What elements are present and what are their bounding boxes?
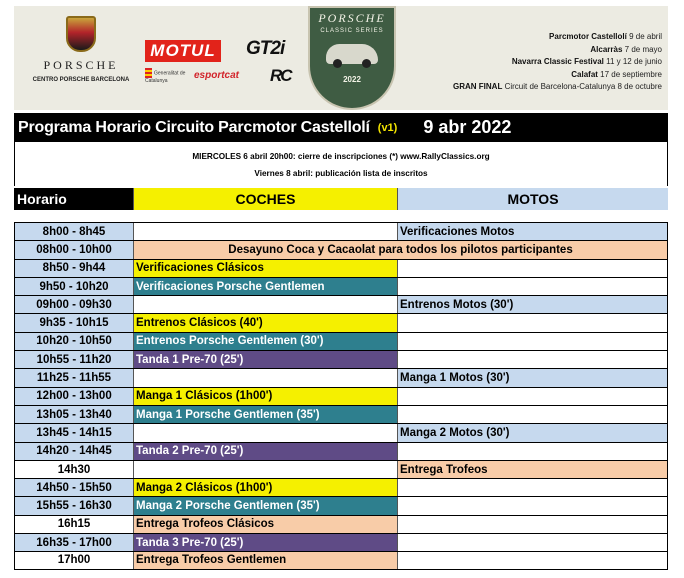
schedule-row (14, 478, 668, 496)
schedule-coches-activity: Entrega Trofeos Clásicos (134, 516, 398, 533)
schedule-time: 10h55 - 11h20 (14, 351, 134, 368)
motul-logo: MOTUL (145, 40, 221, 62)
schedule-motos-activity (398, 388, 668, 405)
porsche-logo (26, 16, 136, 101)
schedule-row (14, 423, 668, 441)
schedule-time: 15h55 - 16h30 (14, 497, 134, 514)
schedule-time: 13h05 - 13h40 (14, 406, 134, 423)
schedule-table (14, 222, 668, 570)
schedule-motos-activity (398, 314, 668, 331)
schedule-coches-activity (134, 369, 398, 386)
schedule-row (14, 295, 668, 313)
event-item (392, 81, 662, 94)
event-name: Parcmotor Castellolí (549, 32, 627, 41)
schedule-motos-activity: Manga 1 Motos (30') (398, 369, 668, 386)
schedule-coches-activity: Tanda 3 Pre-70 (25') (134, 534, 398, 551)
schedule-time: 17h00 (14, 552, 134, 568)
esportcat-logo: esportcat (194, 70, 240, 81)
schedule-coches-activity: Manga 2 Clásicos (1h00') (134, 479, 398, 496)
schedule-time: 11h25 - 11h55 (14, 369, 134, 386)
event-item (392, 69, 662, 82)
schedule-motos-activity: Verificaciones Motos (398, 223, 668, 240)
schedule-row (14, 405, 668, 423)
schedule-motos-activity (398, 534, 668, 551)
event-date-label: 9 de abril (626, 32, 662, 41)
schedule-coches-activity (134, 461, 398, 478)
schedule-coches-activity: Tanda 2 Pre-70 (25') (134, 443, 398, 460)
generalitat-logo (145, 68, 189, 84)
schedule-time: 14h20 - 14h45 (14, 443, 134, 460)
page-title-bar (14, 113, 668, 142)
schedule-time: 09h00 - 09h30 (14, 296, 134, 313)
schedule-row (14, 551, 668, 569)
schedule-coches-activity: Verificaciones Porsche Gentlemen (134, 278, 398, 295)
schedule-row (14, 368, 668, 386)
event-calendar (392, 31, 662, 94)
event-name: GRAN FINAL (453, 82, 503, 91)
registration-deadline: MIERCOLES 6 abril 20h00: cierre de inscripciones (*) www.RallyClassics.org (192, 152, 490, 161)
page-title: Programa Horario Circuito Parcmotor Castellolí (18, 118, 370, 136)
schedule-time: 08h00 - 10h00 (14, 241, 134, 258)
schedule-time: 10h20 - 10h50 (14, 333, 134, 350)
schedule-time: 13h45 - 14h15 (14, 424, 134, 441)
event-date-label: 17 de septiembre (597, 69, 662, 79)
gt2i-logo: GT2i (246, 38, 285, 59)
generalitat-label: Generalitat de Catalunya (145, 70, 186, 84)
schedule-coches-activity (134, 296, 398, 313)
rc-logo: RC (270, 66, 291, 85)
schedule-row (14, 277, 668, 295)
schedule-row (14, 350, 668, 368)
schedule-motos-activity (398, 516, 668, 533)
schedule-motos-activity (398, 497, 668, 514)
version-badge: (v1) (377, 121, 398, 134)
badge-year: 2022 (343, 75, 361, 84)
schedule-row (14, 533, 668, 551)
schedule-time: 9h50 - 10h20 (14, 278, 134, 295)
schedule-coches-activity: Verificaciones Clásicos (134, 260, 398, 277)
schedule-motos-activity (398, 443, 668, 460)
event-date-label: Circuit de Barcelona-Catalunya 8 de octubre (502, 82, 662, 91)
event-item (392, 44, 662, 57)
schedule-time: 16h35 - 17h00 (14, 534, 134, 551)
schedule-row (14, 222, 668, 240)
schedule-coches-activity: Manga 2 Porsche Gentlemen (35') (134, 497, 398, 514)
schedule-time: 9h35 - 10h15 (14, 314, 134, 331)
event-name: Calafat (571, 69, 598, 79)
schedule-header (14, 188, 668, 210)
classic-series-badge (308, 6, 396, 110)
schedule-time: 8h50 - 9h44 (14, 260, 134, 277)
schedule-row (14, 515, 668, 533)
schedule-row (14, 259, 668, 277)
schedule-time: 12h00 - 13h00 (14, 388, 134, 405)
schedule-coches-activity (134, 223, 398, 240)
event-date: 9 abr 2022 (423, 117, 512, 137)
badge-subtitle: CLASSIC SERIES (320, 28, 384, 34)
schedule-shared-activity: Desayuno Coca y Cacaolat para todos los pilotos participantes (134, 241, 668, 258)
schedule-coches-activity: Entrenos Porsche Gentlemen (30') (134, 333, 398, 350)
event-name: Navarra Classic Festival (511, 57, 604, 66)
event-item (392, 56, 662, 69)
schedule-row (14, 496, 668, 514)
schedule-motos-activity: Entrega Trofeos (398, 461, 668, 478)
schedule-row (14, 313, 668, 331)
schedule-coches-activity: Entrega Trofeos Gentlemen (134, 552, 398, 568)
porsche-crest-icon (66, 16, 96, 52)
schedule-motos-activity (398, 552, 668, 568)
column-header-time: Horario (14, 188, 134, 210)
schedule-motos-activity (398, 351, 668, 368)
schedule-coches-activity: Manga 1 Clásicos (1h00') (134, 388, 398, 405)
schedule-coches-activity (134, 424, 398, 441)
column-header-motos: MOTOS (398, 188, 668, 210)
porsche-wordmark: PORSCHE (43, 58, 119, 72)
schedule-row (14, 460, 668, 478)
schedule-motos-activity: Entrenos Motos (30') (398, 296, 668, 313)
schedule-row (14, 332, 668, 350)
schedule-coches-activity: Manga 1 Porsche Gentlemen (35') (134, 406, 398, 423)
classic-car-icon (326, 44, 378, 64)
entry-list-publication: Viernes 8 abril: publicación lista de inscritos (254, 169, 428, 178)
schedule-motos-activity (398, 333, 668, 350)
event-date-label: 7 de mayo (622, 44, 662, 54)
schedule-motos-activity (398, 278, 668, 295)
column-header-coches: COCHES (134, 188, 398, 210)
schedule-time: 8h00 - 8h45 (14, 223, 134, 240)
event-date-label: 11 y 12 de junio (603, 57, 662, 66)
schedule-time: 14h50 - 15h50 (14, 479, 134, 496)
schedule-motos-activity: Manga 2 Motos (30') (398, 424, 668, 441)
schedule-coches-activity: Entrenos Clásicos (40') (134, 314, 398, 331)
porsche-center-label: CENTRO PORSCHE BARCELONA (32, 77, 130, 83)
badge-title: PORSCHE (318, 11, 386, 25)
schedule-row (14, 387, 668, 405)
senyera-icon (145, 68, 152, 78)
schedule-motos-activity (398, 406, 668, 423)
schedule-row (14, 442, 668, 460)
schedule-motos-activity (398, 479, 668, 496)
event-name: Alcarràs (590, 44, 623, 54)
schedule-row (14, 240, 668, 258)
event-item (392, 31, 662, 44)
schedule-time: 16h15 (14, 516, 134, 533)
schedule-motos-activity (398, 260, 668, 277)
schedule-coches-activity: Tanda 1 Pre-70 (25') (134, 351, 398, 368)
registration-info (14, 142, 668, 186)
schedule-time: 14h30 (14, 461, 134, 478)
header-banner (14, 6, 668, 110)
